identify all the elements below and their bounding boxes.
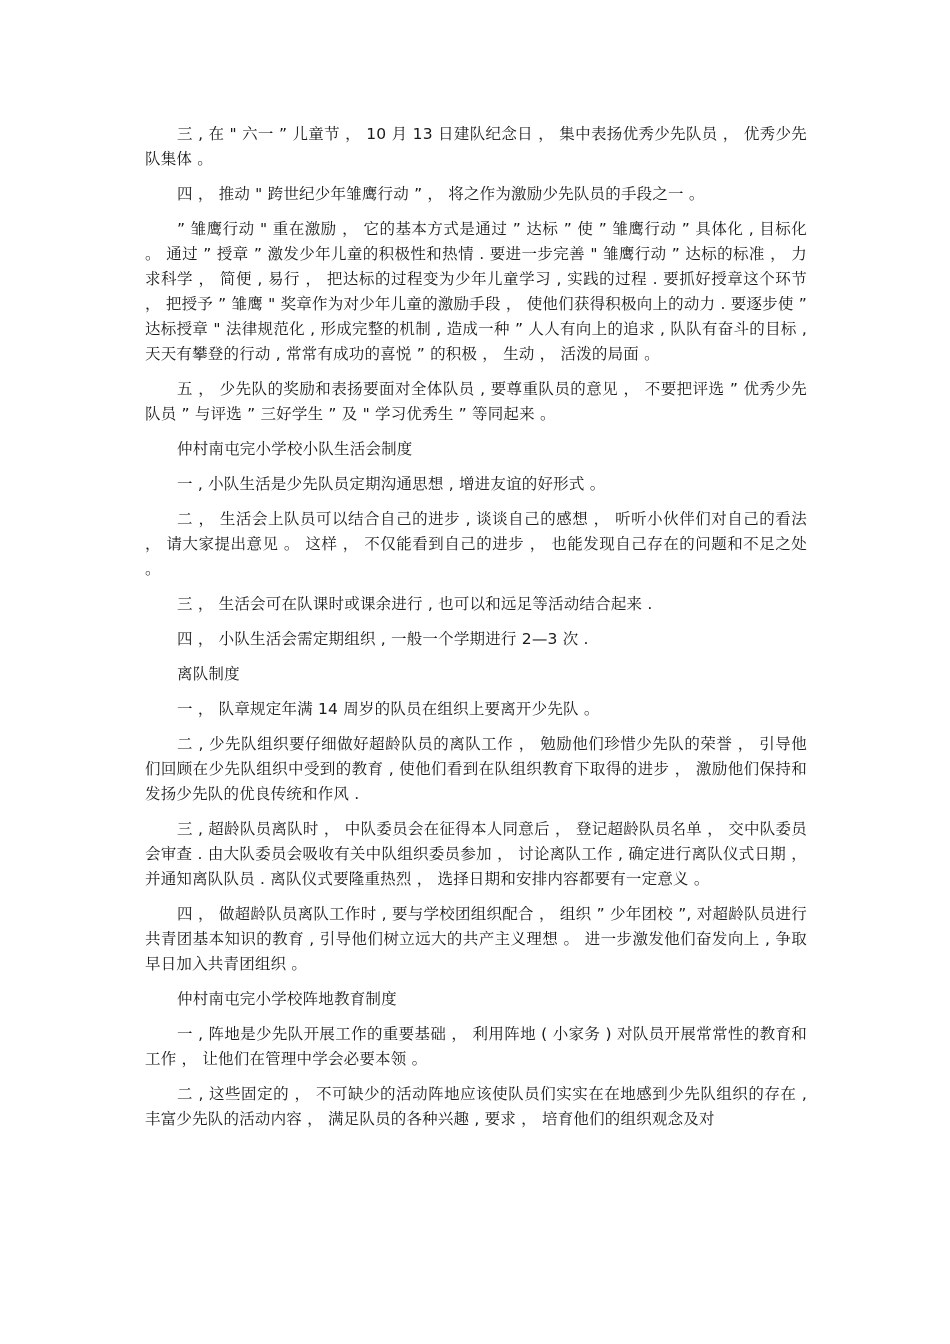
paragraph: 四 ， 推动 " 跨世纪少年雏鹰行动 ” ， 将之作为激励少先队员的手段之一 。 — [177, 185, 705, 203]
paragraph: 三 , 在 " 六一 ” 儿童节 ， 10 月 13 日建队纪念日 ， 集中表扬优秀少先队员 ， 优秀少先队集体 。 — [145, 125, 807, 168]
paragraph: 四 ， 小队生活会需定期组织 , 一般一个学期进行 2—3 次 . — [177, 630, 589, 648]
paragraph: 三 ， 生活会可在队课时或课余进行 , 也可以和远足等活动结合起来 . — [177, 595, 653, 613]
paragraph: 二 ， 生活会上队员可以结合自己的进步 , 谈谈自己的感想 ， 听听小伙伴们对自己的看法 ， 请大家提出意见 。 这样 ， 不仅能看到自己的进步 ， 也能发现自己存在的问题和不足之处 。 — [145, 510, 807, 578]
paragraph: 二 , 少先队组织要仔细做好超龄队员的离队工作 ， 勉励他们珍惜少先队的荣誉 ， 引导他们回顾在少先队组织中受到的教育 , 使他们看到在队组织教育下取得的进步 ， 激励他们保持和发扬少先队的优良传统和作风 . — [145, 735, 807, 803]
section-heading: 离队制度 — [177, 665, 240, 683]
paragraph: 一 ， 队章规定年满 14 周岁的队员在组织上要离开少先队 。 — [177, 700, 600, 718]
paragraph: 一 , 阵地是少先队开展工作的重要基础 ， 利用阵地 ( 小家务 ) 对队员开展常常性的教育和工作 ， 让他们在管理中学会必要本领 。 — [145, 1025, 807, 1068]
section-heading: 仲村南屯完小学校小队生活会制度 — [177, 440, 413, 458]
section-heading: 仲村南屯完小学校阵地教育制度 — [177, 990, 397, 1008]
document-body — [145, 122, 807, 1142]
paragraph: 三 , 超龄队员离队时 ， 中队委员会在征得本人同意后 ， 登记超龄队员名单 ， 交中队委员会审查 . 由大队委员会吸收有关中队组织委员参加 ， 讨论离队工作 , 确定进行离队仪式日期 ， 并通知离队队员 . 离队仪式要隆重热烈 ， 选择日期和安排内容都要有一定意义 。 — [145, 820, 807, 888]
paragraph: ” 雏鹰行动 " 重在激励 ， 它的基本方式是通过 ” 达标 ” 使 ” 雏鹰行动 ” 具体化 , 目标化 。 通过 ” 授章 ” 激发少年儿童的积极性和热情 . 要进一步完善 " 雏鹰行动 ” 达标的标准 ， 力求科学 ， 简便 , 易行 ， 把达标的过程变为少年儿童学习 , 实践的过程 . 要抓好授章这个环节 ， 把授予 ” 雏鹰 " 奖章作为对少年儿童的激励手段 ， 使他们获得积极向上的动力 . 要逐步使 ” 达标授章 " 法律规范化 , 形成完整的机制 , 造成一种 ” 人人有向上的追求 , 队队有奋斗的目标 , 天天有攀登的行动 , 常常有成功的喜悦 ” 的积极 ， 生动 ， 活泼的局面 。 — [145, 220, 807, 363]
paragraph: 四 ， 做超龄队员离队工作时 , 要与学校团组织配合 ， 组织 ” 少年团校 ”, 对超龄队员进行共青团基本知识的教育 , 引导他们树立远大的共产主义理想 。 进一步激发他们奋发向上 , 争取早日加入共青团组织 。 — [145, 905, 807, 973]
paragraph: 五 ， 少先队的奖励和表扬要面对全体队员 , 要尊重队员的意见 ， 不要把评选 ” 优秀少先队员 ” 与评选 ” 三好学生 ” 及 " 学习优秀生 ” 等同起来 。 — [145, 380, 807, 423]
paragraph: 二 , 这些固定的 ， 不可缺少的活动阵地应该使队员们实实在在地感到少先队组织的存在 , 丰富少先队的活动内容 ， 满足队员的各种兴趣 , 要求 ， 培育他们的组织观念及对 — [145, 1085, 807, 1128]
paragraph: 一 , 小队生活是少先队员定期沟通思想 , 增进友谊的好形式 。 — [177, 475, 606, 493]
